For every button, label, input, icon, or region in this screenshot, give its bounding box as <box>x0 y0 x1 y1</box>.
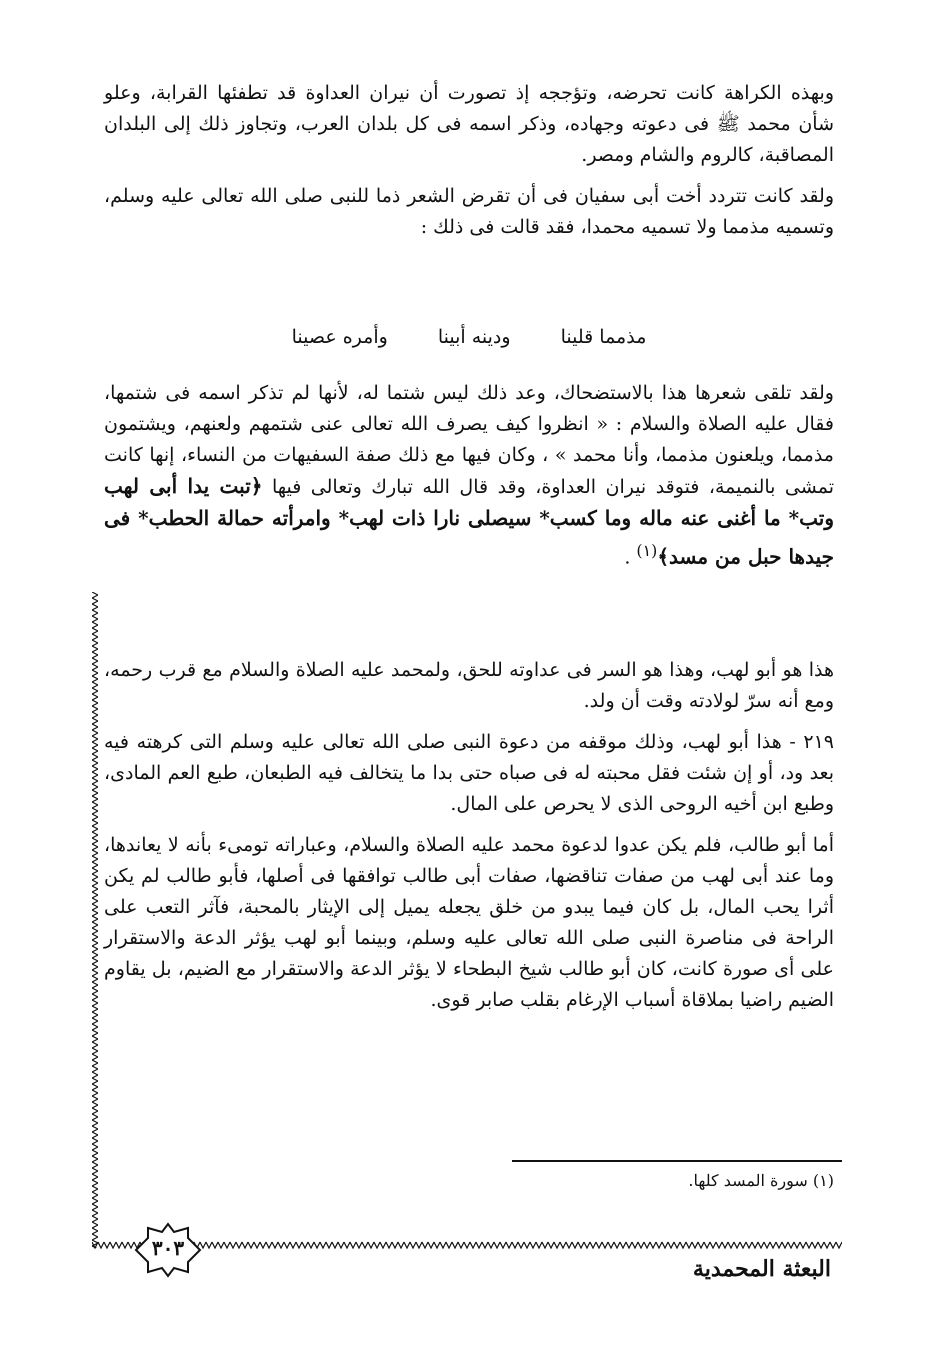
text-section-top <box>104 78 834 253</box>
poem-hemistich: مذمما قلينا <box>560 326 647 348</box>
text-section-middle <box>104 378 834 583</box>
poem-hemistich: وأمره عصينا <box>291 326 388 348</box>
paragraph: وبهذه الكراهة كانت تحرضه، وتؤججه إذ تصورت أن نيران العداوة قد تطفئها القرابة، وعلو شأن محمد ﷺ فى دعوته وجهاده، وذكر اسمه فى كل بلدان العرب، وتجاوز ذلك إلى البلدان المصاقبة، كالروم والشام ومصر. <box>104 82 834 166</box>
poem-verse <box>104 322 834 353</box>
page-number: ٣٠٣ <box>151 1236 185 1260</box>
paragraph-text: ولقد تلقى شعرها هذا بالاستضحاك، وعد ذلك ليس شتما له، لأنها لم تذكر اسمه فى شتمها، فقال عليه الصلاة والسلام : « انظروا كيف يصرف الله تعالى عنى شتمهم ولعنهم، ويشتمون مذمما، ويلعنون مذمما، وأنا محمد » ، وكان فيها مع ذلك صفة السفيهات من النساء، إنها كانت تمشى بالنميمة، فتوقد نيران العداوة، وقد قال الله تبارك وتعالى فيها <box>104 382 834 498</box>
sentence-end: . <box>624 546 637 569</box>
paragraph: ٢١٩ - هذا أبو لهب، وذلك موقفه من دعوة النبى صلى الله تعالى عليه وسلم التى كرهته فيه بعد ود، أو إن شئت فقل محبته له فى صباه حتى بدا ما يتخالف فيه الطبعان، طبع العم المادى، وطبع ابن أخيه الروحى الذى لا يحرص على المال. <box>104 731 834 815</box>
paragraph: ولقد كانت تتردد أخت أبى سفيان فى أن تقرض الشعر ذما للنبى صلى الله تعالى عليه وسلم، وتسميه مذمما ولا تسميه محمدا، فقد قالت فى ذلك : <box>104 185 834 238</box>
footnote-divider <box>512 1160 842 1162</box>
text-section-bottom <box>104 655 834 1026</box>
poem-hemistich: ودينه أبينا <box>437 326 511 348</box>
decorative-side-border <box>92 592 98 1248</box>
paragraph: هذا هو أبو لهب، وهذا هو السر فى عداوته للحق، ولمحمد عليه الصلاة والسلام مع قرب رحمه، ومع أنه سرّ لولادته وقت أن ولد. <box>104 659 834 712</box>
footnote-marker: (١) <box>636 541 658 560</box>
footnote: (١) سورة المسد كلها. <box>688 1171 834 1190</box>
quran-quote: ﴿تبت يدا أبى لهب وتب* ما أغنى عنه ماله وما كسب* سيصلى نارا ذات لهب* وامرأته حمالة الحطب* فى جيدها حبل من مسد﴾ <box>104 474 834 569</box>
paragraph: أما أبو طالب، فلم يكن عدوا لدعوة محمد عليه الصلاة والسلام، وعباراته تومىء بأنه لا يعاندها، وما عند أبى لهب من صفات تناقضها، صفات أبى طالب توافقها فى أصلها، فأبو طالب لم يكن أثرا يحب المال، بل كان فيما يبدو من خلق يجعله يميل إلى الإيثار بالمحبة، فآثر التعب على الراحة فى مناصرة النبى صلى الله تعالى عليه وسلم، وبينما أبو لهب يؤثر الدعة والاستقرار على أى صورة كانت، كان أبو طالب شيخ البطحاء لا يؤثر الدعة والاستقرار مع الضيم، بل يقاوم الضيم راضيا بملاقاة أسباب الإرغام بقلب صابر قوى. <box>104 834 834 1011</box>
paragraph <box>104 378 834 573</box>
running-title: البعثة المحمدية <box>692 1256 831 1282</box>
